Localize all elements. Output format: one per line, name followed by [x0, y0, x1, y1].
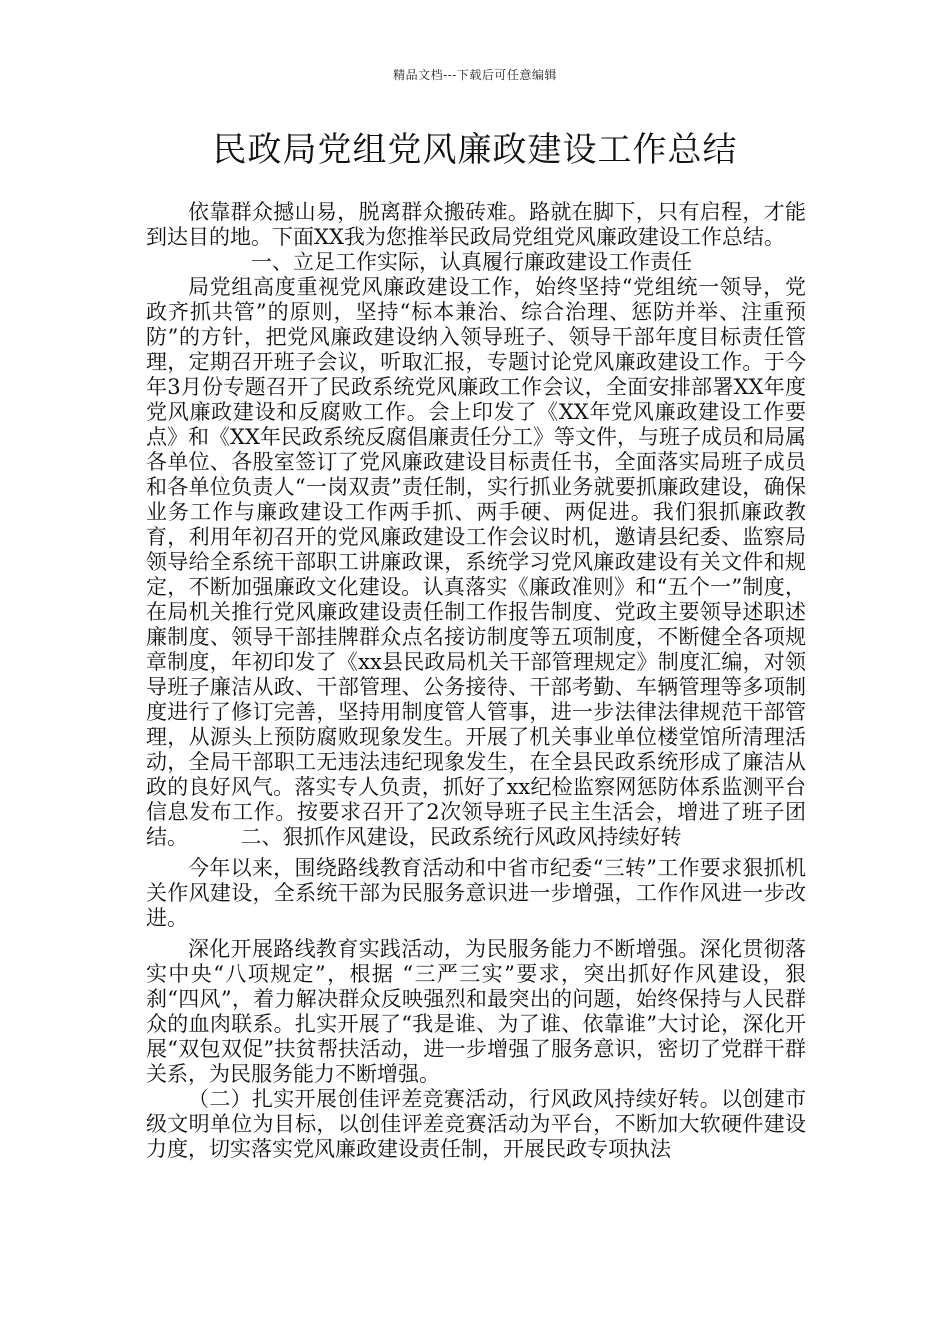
intro-paragraph: 依靠群众撼山易，脱离群众搬砖难。路就在脚下，只有启程，才能到达目的地。下面XX我为您推举民政局党组党风廉政建设工作总结。 [146, 200, 806, 249]
document-title: 民政局党组党风廉政建设工作总结 [212, 130, 738, 170]
section-heading-1: 一、立足工作实际，认真履行廉政建设工作责任 [251, 250, 692, 274]
body-paragraph: （二）扎实开展创佳评差竞赛活动，行风政风持续好转。以创建市级文明单位为目标，以创佳评差竞赛活动为平台，不断加大软硬件建设力度，切实落实党风廉政建设责任制，开展民政专项执法 [146, 1087, 806, 1161]
body-paragraph: 今年以来，围绕路线教育活动和中省市纪委“三转”工作要求狠抓机关作风建设，全系统干部为民服务意识进一步增强，工作作风进一步改进。 [146, 856, 806, 930]
document-body [146, 200, 806, 1162]
header-note: 精品文档---下载后可任意编辑 [393, 68, 557, 82]
body-paragraph: 深化开展路线教育实践活动，为民服务能力不断增强。深化贯彻落实中央“八项规定”，根据 “三严三实”要求，突出抓好作风建设，狠刹“四风”，着力解决群众反映强烈和最突出的问题，始终保持与人民群众的血肉联系。扎实开展了“我是谁、为了谁、依靠谁”大讨论，深化开展“双包双促”扶贫帮扶活动，进一步增强了服务意识，密切了党群干群关系，为民服务能力不断增强。 [146, 937, 806, 1086]
body-paragraph: 局党组高度重视党风廉政建设工作，始终坚持“党组统一领导，党政齐抓共管”的原则，坚持“标本兼治、综合治理、惩防并举、注重预防”的方针，把党风廉政建设纳入领导班子、领导干部年度目标责任管理，定期召开班子会议，听取汇报，专题讨论党风廉政建设工作。于今年3月份专题召开了民政系统党风廉政工作会议，全面安排部署XX年度党风廉政建设和反腐败工作。会上印发了《XX年党风廉政建设工作要点》和《XX年民政系统反腐倡廉责任分工》等文件，与班子成员和局属各单位、各股室签订了党风廉政建设目标责任书，全面落实局班子成员和各单位负责人“一岗双责”责任制，实行抓业务就要抓廉政建设，确保业务工作与廉政建设工作两手抓、两手硬、两促进。我们狠抓廉政教育，利用年初召开的党风廉政建设工作会议时机，邀请县纪委、监察局领导给全系统干部职工讲廉政课，系统学习党风廉政建设有关文件和规定，不断加强廉政文化建设。认真落实《廉政准则》和“五个一”制度，在局机关推行党风廉政建设责任制工作报告制度、党政主要领导述职述廉制度、领导干部挂牌群众点名接访制度等五项制度，不断健全各项规章制度，年初印发了《xx县民政局机关干部管理规定》制度汇编，对领导班子廉洁从政、干部管理、公务接待、干部考勤、车辆管理等多项制度进行了修订完善，坚持用制度管人管事，进一步法律法律规范干部管理，从源头上预防腐败现象发生。开展了机关事业单位楼堂馆所清理活动，全局干部职工无违法违纪现象发生，在全县民政系统形成了廉洁从政的良好风气。落实专人负责，抓好了xx纪检监察网惩防体系监测平台信息发布工作。按要求召开了2次领导班子民主生活会，增进了班子团结。 二、狠抓作风建设，民政系统行风政风持续好转 [146, 275, 806, 849]
